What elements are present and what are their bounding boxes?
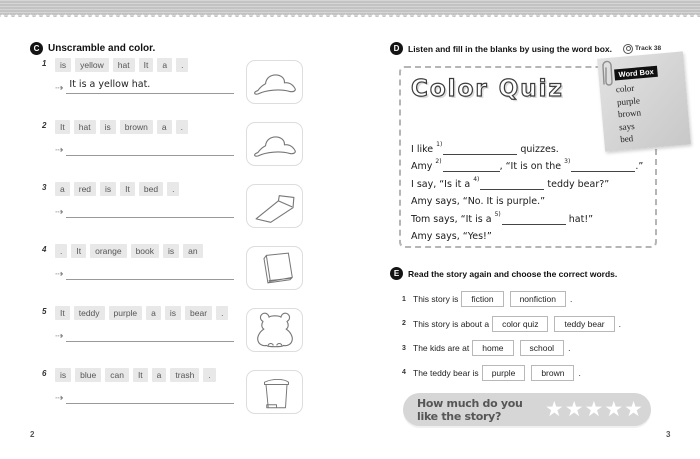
fill-in-blank [502, 212, 566, 225]
word-tile: It [55, 306, 70, 320]
word-tiles [55, 306, 234, 320]
section-e-title: Read the story again and choose the correct words. [408, 268, 618, 279]
item-number: 5 [42, 307, 47, 316]
answer-row [55, 203, 234, 218]
trash-can-picture-box [246, 370, 303, 414]
choice-box: school [520, 340, 565, 356]
word-tile: is [55, 58, 71, 72]
word-box-word: brown [617, 107, 642, 120]
rating-question: How much do you like the story? [417, 396, 523, 423]
word-tile: . [203, 368, 215, 382]
arrow-icon: ⇢ [55, 83, 64, 94]
story-line [411, 190, 657, 208]
story-text: Tom says, “It is a [411, 213, 495, 225]
page-top-perforation [0, 0, 700, 17]
question-number: 3 [402, 344, 406, 352]
cd-icon [623, 44, 633, 54]
word-tile: is [163, 244, 179, 258]
question-number: 4 [402, 369, 406, 377]
word-tile: is [165, 306, 181, 320]
word-tile: trash [170, 368, 199, 382]
unscramble-item [42, 306, 234, 342]
story-line [411, 207, 657, 225]
blank-number: 1) [436, 140, 443, 148]
word-box-word: bed [619, 133, 634, 145]
section-c-header [30, 42, 155, 55]
story-text: I like [411, 143, 437, 155]
choice-box: color quiz [492, 316, 548, 332]
word-tile: an [183, 244, 202, 258]
blank-number: 3) [564, 158, 571, 165]
page-number-right: 3 [666, 430, 671, 439]
story-text: I say, “Is it a [411, 178, 474, 190]
answer-line [66, 265, 234, 280]
question-period: . [578, 367, 581, 378]
star-icon: ★ [584, 398, 604, 421]
item-number: 6 [42, 369, 47, 378]
choice-box: teddy bear [554, 316, 614, 332]
answer-line: It is a yellow hat. [66, 79, 234, 94]
unscramble-item [42, 182, 234, 218]
word-tiles [55, 182, 234, 196]
word-tile: book [131, 244, 159, 258]
question-number: 2 [402, 320, 406, 328]
word-tile: It [139, 58, 154, 72]
section-c-title: Unscramble and color. [48, 43, 156, 54]
answer-row [55, 79, 234, 94]
word-tile: is [100, 120, 116, 134]
story-title: Color Quiz [411, 76, 564, 102]
star-icon: ★ [624, 398, 643, 421]
word-tile: can [105, 368, 129, 382]
fill-in-blank [571, 159, 635, 172]
word-tile: blue [75, 368, 101, 382]
choice-box: brown [531, 365, 574, 381]
teddy-bear-icon [251, 310, 299, 350]
word-tile: It [71, 244, 86, 258]
book-picture-box [246, 246, 303, 290]
trash-can-icon [254, 372, 296, 412]
blank-number: 4) [473, 175, 480, 183]
section-d-icon: D [390, 42, 403, 55]
rating-stars [544, 399, 643, 420]
word-tile: a [157, 58, 172, 72]
comprehension-questions [402, 287, 682, 385]
story-text: hat!” [565, 213, 594, 225]
rating-bar [403, 393, 651, 426]
word-tile: brown [120, 120, 153, 134]
story-text: , “It is on the [499, 161, 565, 172]
track-label: Track 38 [635, 45, 662, 52]
section-e-icon: E [390, 267, 403, 280]
item-number: 3 [42, 183, 47, 192]
word-tile: a [157, 120, 172, 134]
word-tile: orange [90, 244, 126, 258]
word-tile: a [146, 306, 161, 320]
blank-number: 2) [435, 158, 442, 165]
word-tile: is [55, 368, 71, 382]
word-tile: It [133, 368, 148, 382]
section-e-header [390, 267, 617, 280]
fill-in-blank [480, 177, 544, 190]
star-icon: ★ [604, 398, 624, 421]
question-row [402, 361, 682, 386]
word-tile: . [176, 120, 188, 134]
question-period: . [569, 294, 573, 305]
story-lines [411, 137, 657, 242]
answer-line [66, 203, 234, 218]
audio-track-badge [623, 44, 661, 54]
arrow-icon: ⇢ [55, 269, 64, 280]
word-tile: . [55, 244, 67, 258]
word-tile: hat [74, 120, 96, 134]
word-tile: yellow [75, 58, 109, 72]
blanket-icon [251, 187, 299, 225]
word-tile: It [55, 120, 70, 134]
arrow-icon: ⇢ [55, 331, 64, 342]
section-d-title: Listen and fill in the blanks by using the word box. [408, 43, 613, 54]
blank-number: 5) [494, 210, 501, 218]
answer-row [55, 265, 234, 280]
word-tile: . [216, 306, 228, 320]
item-number: 4 [42, 245, 47, 254]
word-tile: a [55, 182, 70, 196]
word-box-word: purple [616, 94, 641, 107]
story-text: quizzes. [517, 143, 559, 155]
choice-box: nonfiction [510, 291, 566, 307]
arrow-icon: ⇢ [55, 393, 64, 404]
item-number: 2 [42, 121, 47, 130]
page-number-left: 2 [30, 430, 35, 439]
word-tile: bear [185, 306, 212, 320]
word-tile: hat [113, 58, 135, 72]
question-row [402, 287, 682, 312]
word-box-label: Word Box [614, 66, 658, 81]
word-box-word: color [615, 82, 635, 95]
word-tile: teddy [74, 306, 105, 320]
choice-box: purple [482, 365, 526, 381]
sun-hat-picture-box [246, 60, 303, 104]
unscramble-item [42, 120, 234, 156]
sun-hat-icon [251, 125, 299, 163]
word-box-word: says [618, 120, 635, 132]
item-number: 1 [42, 59, 47, 68]
story-text: Amy says, “Yes!” [411, 231, 492, 242]
teddy-bear-picture-box [246, 308, 303, 352]
section-c-icon: C [30, 42, 43, 55]
story-text: teddy bear?” [544, 178, 610, 190]
choice-box: fiction [461, 291, 503, 307]
question-number: 1 [402, 295, 406, 303]
answer-row [55, 327, 234, 342]
word-tile: red [74, 182, 96, 196]
word-tile: is [100, 182, 116, 196]
word-box-words [615, 77, 690, 145]
word-tiles [55, 58, 234, 72]
story-line [411, 172, 657, 190]
answer-row [55, 141, 234, 156]
question-text: This story is [413, 294, 459, 305]
blanket-picture-box [246, 184, 303, 228]
arrow-icon: ⇢ [55, 145, 64, 156]
question-period: . [568, 343, 571, 354]
question-row [402, 336, 682, 361]
star-icon: ★ [564, 398, 584, 421]
word-tiles [55, 120, 234, 134]
story-line [411, 155, 657, 173]
story-text: Amy says, “No. It is purple.” [411, 196, 546, 207]
unscramble-item [42, 58, 234, 94]
answer-line [66, 327, 234, 342]
word-tile: . [176, 58, 188, 72]
sun-hat-picture-box [246, 122, 303, 166]
story-text: Amy [411, 161, 436, 172]
word-tile: . [167, 182, 179, 196]
question-period: . [618, 318, 621, 329]
choice-box: home [472, 340, 513, 356]
answer-line [66, 141, 234, 156]
unscramble-item [42, 244, 234, 280]
sun-hat-icon [251, 63, 299, 101]
star-icon: ★ [544, 398, 564, 421]
answer-row [55, 389, 234, 404]
word-tiles [55, 244, 234, 258]
question-text: This story is about a [413, 318, 490, 329]
word-tile: It [120, 182, 135, 196]
question-text: The teddy bear is [413, 367, 479, 378]
section-d-header [390, 42, 661, 55]
fill-in-blank [443, 159, 500, 172]
story-text: .” [635, 161, 644, 172]
answer-line [66, 389, 234, 404]
arrow-icon: ⇢ [55, 207, 64, 218]
word-tile: bed [139, 182, 163, 196]
word-tile: a [152, 368, 167, 382]
question-row [402, 312, 682, 337]
unscramble-item [42, 368, 234, 404]
question-text: The kids are at [413, 343, 470, 354]
fill-in-blank [443, 142, 517, 155]
book-icon [253, 248, 297, 288]
word-tile: purple [109, 306, 143, 320]
story-line [411, 225, 657, 243]
paperclip-icon [598, 58, 616, 88]
word-tiles [55, 368, 234, 382]
